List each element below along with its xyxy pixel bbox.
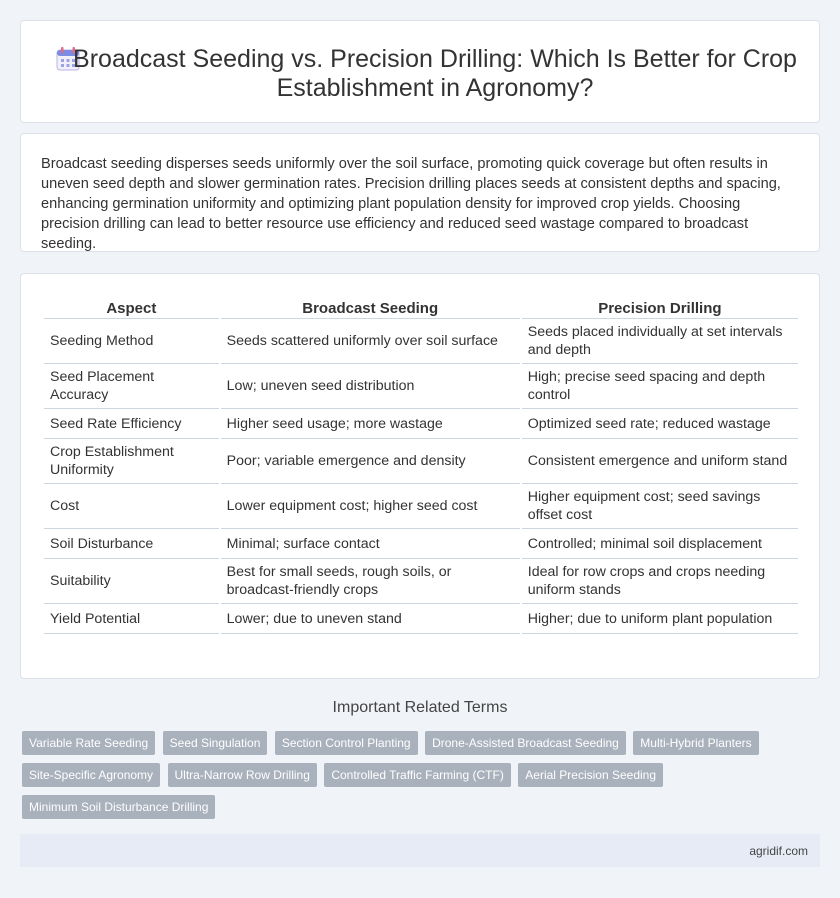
row-aspect: Seeding Method [44,319,219,364]
row-precision: High; precise seed spacing and depth control [522,364,798,409]
comparison-card [20,273,820,679]
related-term-tag[interactable]: Site-Specific Agronomy [22,763,160,787]
related-term-tag[interactable]: Minimum Soil Disturbance Drilling [22,795,215,819]
row-broadcast: Seeds scattered uniformly over soil surface [221,319,520,364]
intro-paragraph: Broadcast seeding disperses seeds uniformly over the soil surface, promoting quick coverage but often results in uneven seed depth and slower germination rates. Precision drilling places seeds at consistent depths and spacing, enhancing germination uniformity and optimizing plant population density for improved crop yields. Choosing precision drilling can lead to better resource use efficiency and reduced seed wastage compared to broadcast seeding. [41,156,781,252]
table-row [44,529,798,559]
row-precision: Seeds placed individually at set intervals and depth [522,319,798,364]
related-term-tag[interactable]: Variable Rate Seeding [22,731,155,755]
row-broadcast: Minimal; surface contact [221,529,520,559]
related-term-tag[interactable]: Seed Singulation [163,731,268,755]
related-term-tag[interactable]: Aerial Precision Seeding [518,763,663,787]
row-aspect: Cost [44,484,219,529]
table-row [44,604,798,634]
intro-card [20,133,820,252]
row-precision: Optimized seed rate; reduced wastage [522,409,798,439]
comparison-table [42,295,800,634]
footer-site-link[interactable]: agridif.com [749,844,808,858]
related-term-tag[interactable]: Section Control Planting [275,731,418,755]
table-row [44,439,798,484]
row-broadcast: Best for small seeds, rough soils, or broadcast-friendly crops [221,559,520,604]
header-aspect: Aspect [44,295,219,319]
related-term-tag[interactable]: Drone-Assisted Broadcast Seeding [425,731,626,755]
table-row [44,484,798,529]
row-precision: Higher equipment cost; seed savings offset cost [522,484,798,529]
row-broadcast: Low; uneven seed distribution [221,364,520,409]
page-title: Broadcast Seeding vs. Precision Drilling: Which Is Better for Crop Establishment in Agronomy? [73,45,797,102]
table-row [44,364,798,409]
related-term-tag[interactable]: Multi-Hybrid Planters [633,731,758,755]
row-precision: Ideal for row crops and crops needing uniform stands [522,559,798,604]
header-broadcast-seeding: Broadcast Seeding [221,295,520,319]
table-row [44,409,798,439]
related-term-tag[interactable]: Controlled Traffic Farming (CTF) [324,763,510,787]
related-terms-list [22,731,812,827]
table-row [44,559,798,604]
title-card [20,20,820,123]
row-aspect: Seed Rate Efficiency [44,409,219,439]
row-aspect: Crop Establishment Uniformity [44,439,219,484]
row-broadcast: Higher seed usage; more wastage [221,409,520,439]
footer [20,834,820,867]
row-broadcast: Lower; due to uneven stand [221,604,520,634]
row-precision: Higher; due to uniform plant population [522,604,798,634]
row-aspect: Soil Disturbance [44,529,219,559]
header-precision-drilling: Precision Drilling [522,295,798,319]
row-aspect: Yield Potential [44,604,219,634]
table-row [44,319,798,364]
related-term-tag[interactable]: Ultra-Narrow Row Drilling [168,763,317,787]
row-aspect: Suitability [44,559,219,604]
row-broadcast: Lower equipment cost; higher seed cost [221,484,520,529]
table-header-row [44,295,798,319]
row-precision: Consistent emergence and uniform stand [522,439,798,484]
row-precision: Controlled; minimal soil displacement [522,529,798,559]
row-aspect: Seed Placement Accuracy [44,364,219,409]
row-broadcast: Poor; variable emergence and density [221,439,520,484]
related-terms-title: Important Related Terms [332,699,508,716]
